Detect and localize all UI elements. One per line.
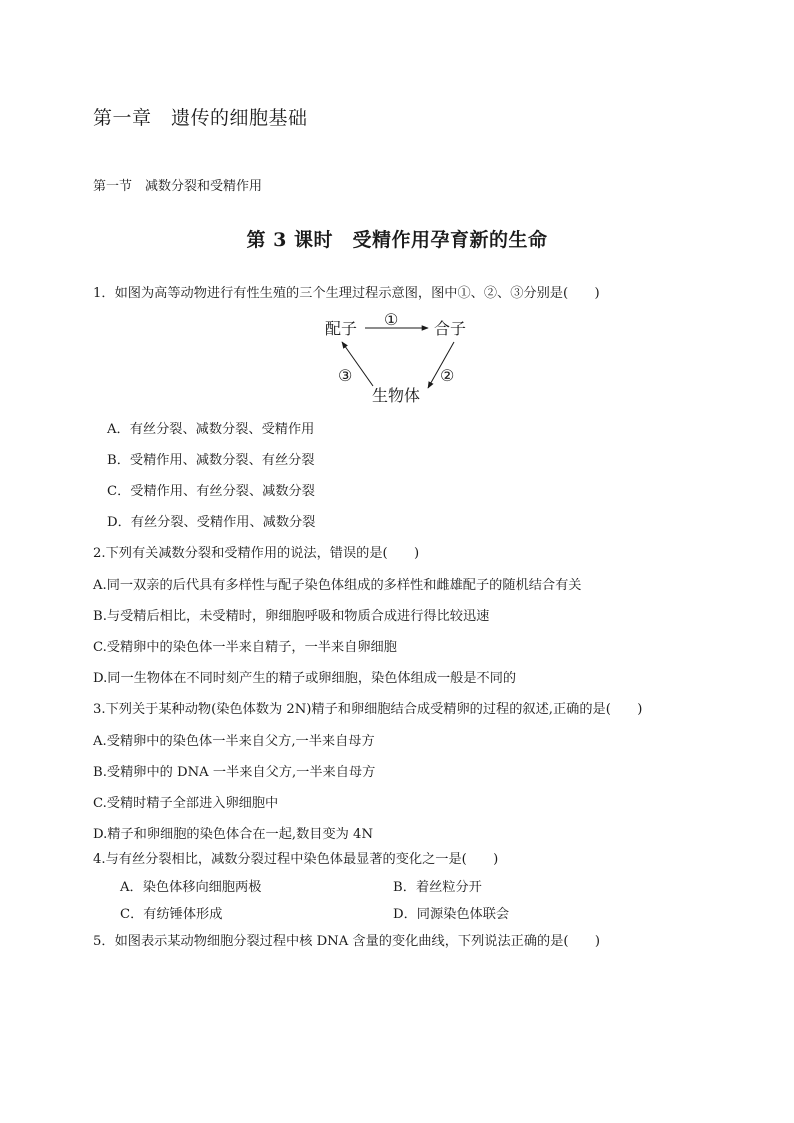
question-1-option-d: D．有丝分裂、受精作用、减数分裂 bbox=[107, 515, 316, 530]
question-1-option-b: B．受精作用、减数分裂、有丝分裂 bbox=[107, 453, 315, 468]
question-2-option-a: A.同一双亲的后代具有多样性与配子染色体组成的多样性和雌雄配子的随机结合有关 bbox=[93, 578, 582, 593]
chapter-title: 第一章 遗传的细胞基础 bbox=[93, 107, 308, 129]
question-3-option-d: D.精子和卵细胞的染色体合在一起,数目变为 4N bbox=[93, 827, 373, 842]
question-3-option-b: B.受精卵中的 DNA 一半来自父方,一半来自母方 bbox=[93, 765, 376, 780]
question-1-option-a: A．有丝分裂、减数分裂、受精作用 bbox=[107, 422, 315, 437]
arrow-1-label: ① bbox=[384, 310, 399, 329]
question-4-option-b: B．着丝粒分开 bbox=[393, 880, 482, 895]
node-gamete: 配子 bbox=[325, 319, 358, 338]
question-1-option-c: C．受精作用、有丝分裂、减数分裂 bbox=[107, 484, 315, 499]
question-2-option-d: D.同一生物体在不同时刻产生的精子或卵细胞，染色体组成一般是不同的 bbox=[93, 671, 517, 686]
lesson-title: 第 3 课时 受精作用孕育新的生命 bbox=[246, 229, 548, 251]
question-2-option-b: B.与受精后相比，未受精时，卵细胞呼吸和物质合成进行得比较迅速 bbox=[93, 609, 490, 624]
reproduction-cycle-diagram bbox=[318, 308, 478, 408]
question-3-option-c: C.受精时精子全部进入卵细胞中 bbox=[93, 796, 279, 811]
question-3-option-a: A.受精卵中的染色体一半来自父方,一半来自母方 bbox=[93, 734, 375, 749]
question-5-stem: 5．如图表示某动物细胞分裂过程中核 DNA 含量的变化曲线，下列说法正确的是( ) bbox=[93, 934, 601, 949]
node-zygote: 合子 bbox=[434, 319, 467, 338]
question-3-stem: 3.下列关于某种动物(染色体数为 2N)精子和卵细胞结合成受精卵的过程的叙述,正确的是( ) bbox=[93, 702, 643, 717]
question-2-stem: 2.下列有关减数分裂和受精作用的说法，错误的是( ) bbox=[93, 546, 420, 561]
question-1-stem: 1．如图为高等动物进行有性生殖的三个生理过程示意图，图中①、②、③分别是( ) bbox=[93, 286, 600, 301]
question-4-option-c: C．有纺锤体形成 bbox=[120, 907, 223, 922]
arrow-3-label: ③ bbox=[338, 366, 353, 385]
question-2-option-c: C.受精卵中的染色体一半来自精子，一半来自卵细胞 bbox=[93, 640, 397, 655]
question-4-option-a: A．染色体移向细胞两极 bbox=[120, 880, 262, 895]
question-4-stem: 4.与有丝分裂相比，减数分裂过程中染色体最显著的变化之一是( ) bbox=[93, 852, 499, 867]
question-4-option-d: D．同源染色体联会 bbox=[393, 907, 510, 922]
arrow-2-label: ② bbox=[440, 366, 455, 385]
section-title: 第一节 减数分裂和受精作用 bbox=[93, 179, 263, 194]
node-organism: 生物体 bbox=[372, 386, 421, 405]
